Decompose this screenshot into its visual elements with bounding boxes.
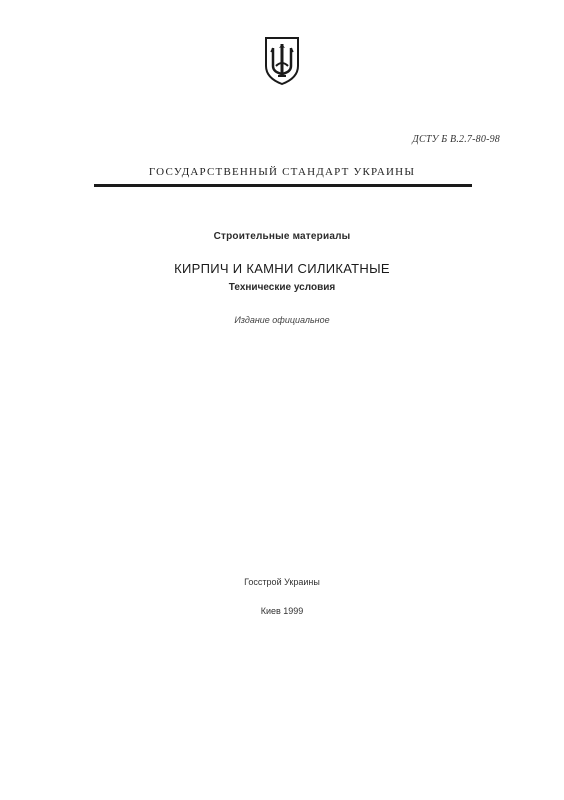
document-title: КИРПИЧ И КАМНИ СИЛИКАТНЫЕ: [174, 261, 390, 276]
edition-note: Издание официальное: [234, 315, 330, 325]
category-label: Строительные материалы: [213, 231, 351, 242]
trident-emblem-icon: [262, 36, 302, 86]
place-year-label: Киев 1999: [260, 606, 304, 616]
document-subtitle: Технические условия: [228, 282, 336, 293]
publisher-label: Госстрой Украины: [244, 577, 320, 587]
heading-divider: [94, 184, 472, 187]
standard-code: ДСТУ Б В.2.7-80-98: [412, 134, 500, 145]
state-standard-heading: ГОСУДАРСТВЕННЫЙ СТАНДАРТ УКРАИНЫ: [148, 166, 416, 178]
